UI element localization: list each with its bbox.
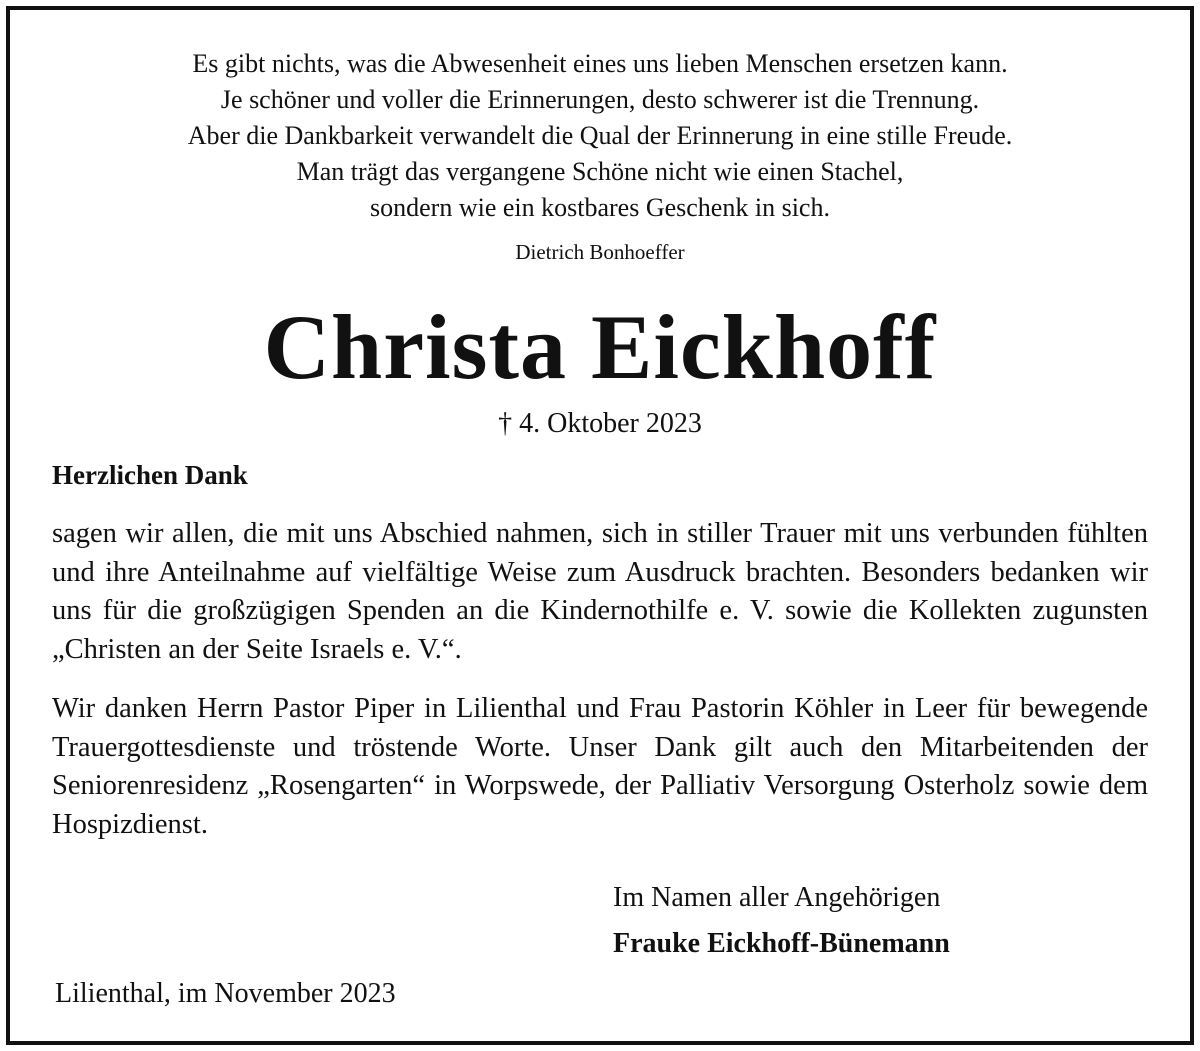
quote-line: Man trägt das vergangene Schöne nicht wie einen Stachel,	[296, 157, 904, 186]
death-date: † 4. Oktober 2023	[498, 408, 702, 439]
deceased-name: Christa Eickhoff	[263, 296, 937, 398]
thanks-paragraph-2: Wir danken Herrn Pastor Piper in Lilienthal und Frau Pastorin Köhler in Leer für bewegende Trauergottesdienste und tröstende Worte. Unser Dank gilt auch den Mitarbeitenden der Seniorenresidenz „Rosengarten“ in Worpswede, der Palliativ Versorgung Osterholz sowie dem Hospizdienst.	[52, 693, 1148, 840]
bonhoeffer-quote	[0, 46, 1200, 226]
quote-line: Je schöner und voller die Erinnerungen, desto schwerer ist die Trennung.	[220, 85, 980, 114]
quote-line: Es gibt nichts, was die Abwesenheit eines uns lieben Menschen ersetzen kann.	[192, 49, 1008, 78]
quote-line: sondern wie ein kostbares Geschenk in sich.	[370, 193, 830, 222]
thanks-heading: Herzlichen Dank	[52, 460, 248, 490]
quote-author: Dietrich Bonhoeffer	[515, 240, 685, 264]
thanks-paragraph-1: sagen wir allen, die mit uns Abschied nahmen, sich in stiller Trauer mit uns verbunden fühlten und ihre Anteilnahme auf vielfältige Weise zum Ausdruck brachten. Besonders bedanken wir uns für die großzügigen Spenden an die Kindernothilfe e. V. sowie die Kollekten zugunsten „Christen an der Seite Israels e. V.“.	[52, 518, 1148, 665]
place-date: Lilienthal, im November 2023	[55, 978, 396, 1009]
signature-intro: Im Namen aller Angehörigen	[613, 882, 941, 913]
signature-name: Frauke Eickhoff-Bünemann	[613, 928, 950, 959]
quote-line: Aber die Dankbarkeit verwandelt die Qual der Erinnerung in eine stille Freude.	[187, 121, 1013, 150]
